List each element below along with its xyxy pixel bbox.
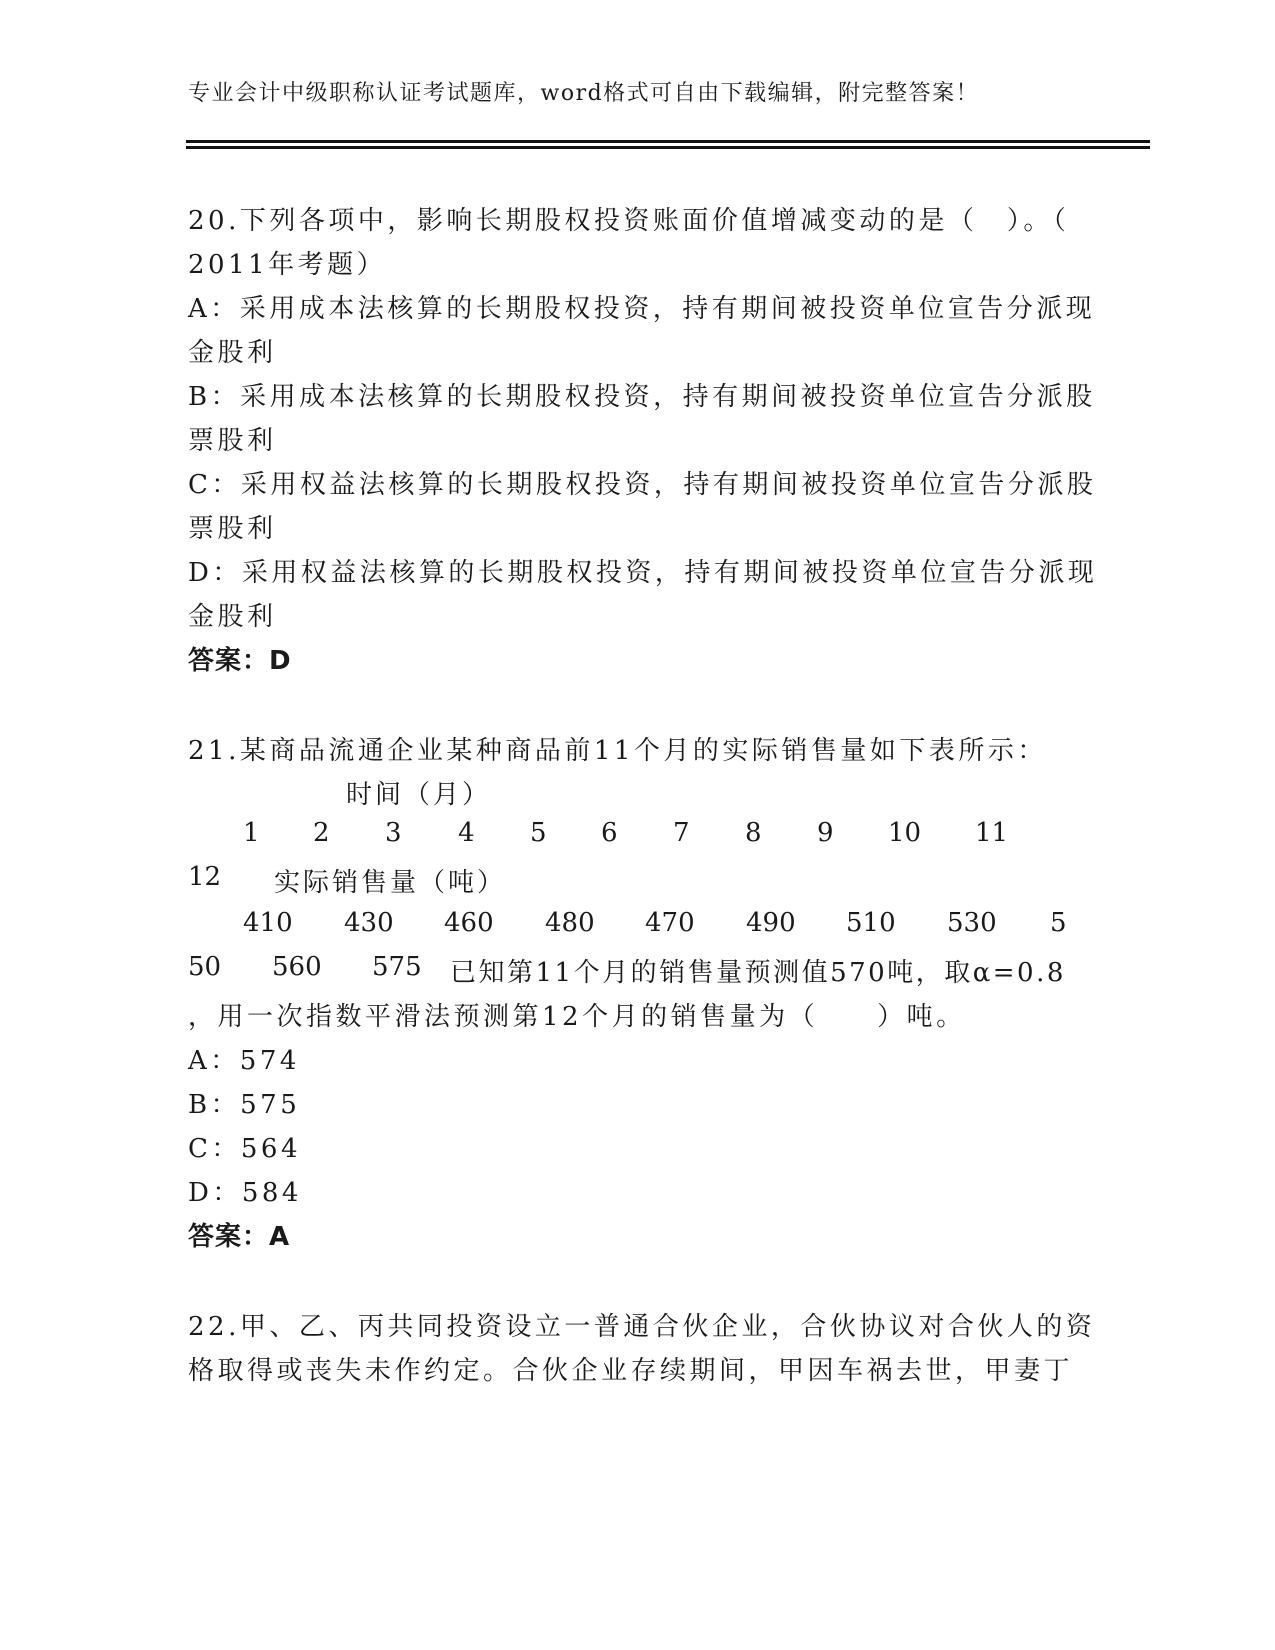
sales-cell: 510 bbox=[846, 908, 896, 938]
sales-cell: 5 bbox=[1050, 908, 1067, 938]
q21-option-d: D：584 bbox=[188, 1178, 302, 1208]
sales-cell: 460 bbox=[444, 908, 494, 938]
sales-label: 实际销售量（吨） bbox=[274, 868, 507, 898]
q20-option-b-line1: B：采用成本法核算的长期股权投资，持有期间被投资单位宣告分派股 bbox=[188, 382, 1096, 412]
q21-option-a: A：574 bbox=[188, 1046, 300, 1076]
q21-month12-sales-label-row bbox=[0, 862, 1275, 898]
q22-stem-line2: 格取得或丧失未作约定。合伙企业存续期间，甲因车祸去世，甲妻丁 bbox=[188, 1356, 1074, 1386]
month-cell: 7 bbox=[673, 818, 690, 848]
q20-option-c-line2: 票股利 bbox=[188, 514, 277, 544]
month-cell: 12 bbox=[188, 862, 222, 892]
q21-time-label: 时间（月） bbox=[346, 780, 492, 810]
sales-cell: 470 bbox=[645, 908, 695, 938]
sales-cell: 560 bbox=[272, 952, 322, 982]
q21-answer: 答案：A bbox=[188, 1222, 291, 1252]
q20-answer: 答案：D bbox=[188, 646, 292, 676]
month-cell: 11 bbox=[975, 818, 1009, 848]
sales-cell: 410 bbox=[243, 908, 293, 938]
q21-sales-row2 bbox=[0, 952, 1275, 988]
sales-cell: 575 bbox=[372, 952, 422, 982]
q21-stem-continued: ，用一次指数平滑法预测第12个月的销售量为（ ）吨。 bbox=[188, 1002, 966, 1032]
month-cell: 5 bbox=[530, 818, 547, 848]
sales-cell: 50 bbox=[188, 952, 222, 982]
q20-option-d-line1: D：采用权益法核算的长期股权投资，持有期间被投资单位宣告分派现 bbox=[188, 558, 1098, 588]
month-cell: 3 bbox=[385, 818, 402, 848]
month-cell: 9 bbox=[817, 818, 834, 848]
q21-sales-row1 bbox=[0, 908, 1275, 944]
sales-cell: 490 bbox=[746, 908, 796, 938]
q20-option-a-line2: 金股利 bbox=[188, 338, 277, 368]
sales-cell: 480 bbox=[545, 908, 595, 938]
q20-stem-line2: 2011年考题） bbox=[188, 250, 387, 280]
page-header: 专业会计中级职称认证考试题库，word格式可自由下载编辑，附完整答案！ bbox=[188, 81, 980, 106]
month-cell: 10 bbox=[888, 818, 922, 848]
header-rule-bottom bbox=[186, 146, 1150, 149]
sales-cell: 430 bbox=[344, 908, 394, 938]
q21-option-b: B：575 bbox=[188, 1090, 301, 1120]
month-cell: 1 bbox=[243, 818, 260, 848]
month-cell: 8 bbox=[745, 818, 762, 848]
q21-months-row bbox=[0, 818, 1275, 854]
q20-stem-line1: 20.下列各项中，影响长期股权投资账面价值增减变动的是（ ）。（ bbox=[188, 206, 1070, 236]
q21-known-text: 已知第11个月的销售量预测值570吨，取α=0.8 bbox=[450, 958, 1066, 988]
q22-stem-line1: 22.甲、乙、丙共同投资设立一普通合伙企业，合伙协议对合伙人的资 bbox=[188, 1312, 1096, 1342]
month-cell: 4 bbox=[458, 818, 475, 848]
header-rule-top bbox=[186, 140, 1150, 143]
sales-cell: 530 bbox=[947, 908, 997, 938]
month-cell: 6 bbox=[601, 818, 618, 848]
month-cell: 2 bbox=[313, 818, 330, 848]
q20-option-a-line1: A：采用成本法核算的长期股权投资，持有期间被投资单位宣告分派现 bbox=[188, 294, 1096, 324]
q20-option-b-line2: 票股利 bbox=[188, 426, 277, 456]
q20-option-c-line1: C：采用权益法核算的长期股权投资，持有期间被投资单位宣告分派股 bbox=[188, 470, 1097, 500]
q21-stem: 21.某商品流通企业某种商品前11个月的实际销售量如下表所示： bbox=[188, 736, 1047, 766]
q21-option-c: C：564 bbox=[188, 1134, 302, 1164]
q20-option-d-line2: 金股利 bbox=[188, 602, 277, 632]
